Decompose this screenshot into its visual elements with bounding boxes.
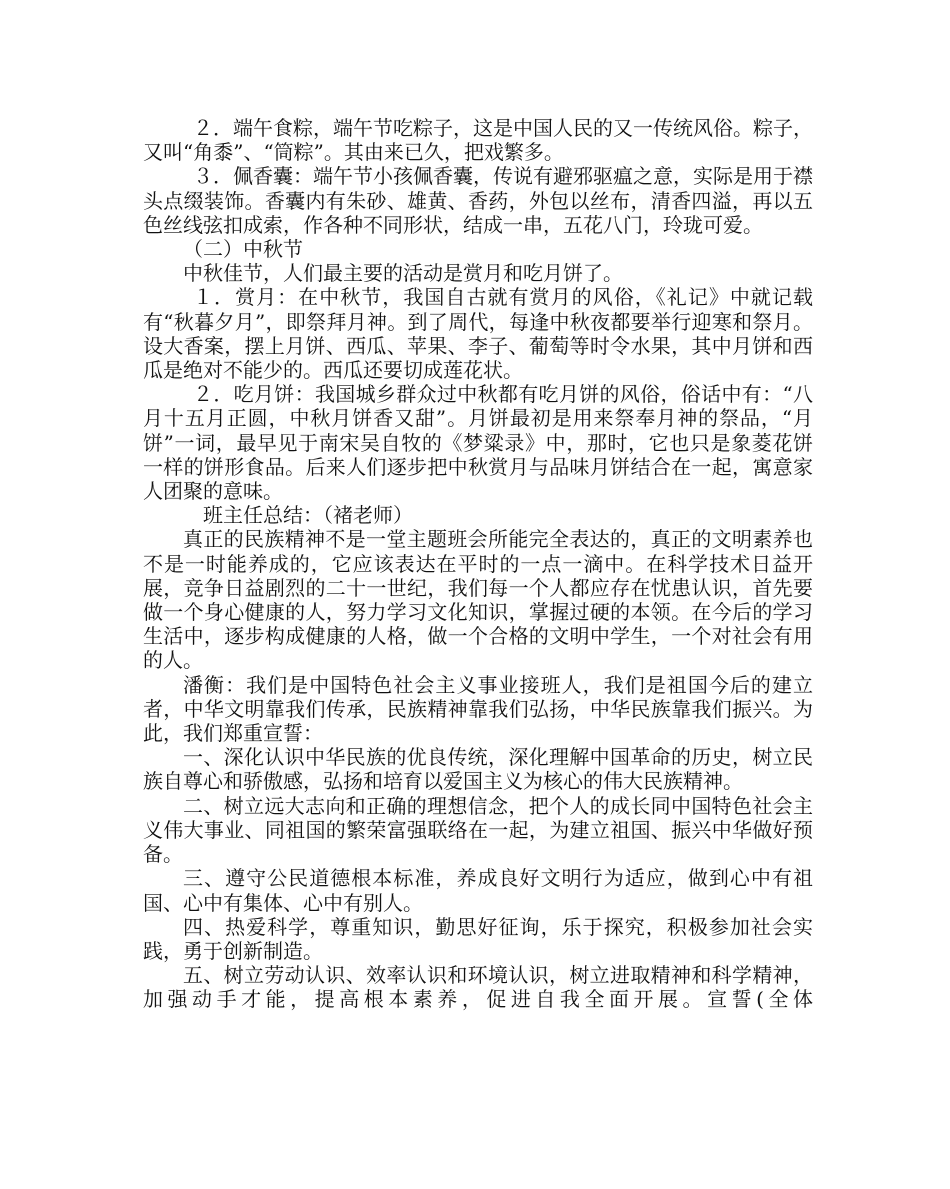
paragraph-moon-viewing: １．赏月：在中秋节，我国自古就有赏月的风俗，《礼记》中就记载有“秋暮夕月”，即祭拜月神。到了周代，每逢中秋夜都要举行迎寒和祭月。设大香案，摆上月饼、西瓜、苹果、李子、葡萄等时令水果，其中月饼和西瓜是绝对不能少的。西瓜还要切成莲花状。 [143, 285, 813, 383]
heading-teacher-summary: 班主任总结：（褚老师） [203, 503, 413, 528]
oath-item-5: 五、树立劳动认识、效率认识和环境认识，树立进取精神和科学精神，加强动手才能，提高根本素养，促进自我全面开展。宣誓(全体 [143, 963, 813, 1012]
paragraph-pan-heng: 潘衡：我们是中国特色社会主义事业接班人，我们是祖国今后的建立者，中华文明靠我们传承，民族精神靠我们弘扬，中华民族靠我们振兴。为此，我们郑重宣誓： [143, 672, 813, 746]
oath-item-1: 一、深化认识中华民族的优良传统，深化理解中国革命的历史，树立民族自尊心和骄傲感，弘扬和培育以爱国主义为核心的伟大民族精神。 [143, 745, 813, 794]
oath-item-4: 四、热爱科学，尊重知识，勤思好征询，乐于探究，积极参加社会实践，勇于创新制造。 [143, 914, 813, 963]
paragraph-mid-autumn-intro: 中秋佳节，人们最主要的活动是赏月和吃月饼了。 [183, 261, 623, 286]
paragraph-teacher-summary: 真正的民族精神不是一堂主题班会所能完全表达的，真正的文明素养也不是一时能养成的，它应该表达在平时的一点一滴中。在科学技术日益开展，竞争日益剧烈的二十一世纪，我们每一个人都应存在忧患认识，首先要做一个身心健康的人，努力学习文化知识，掌握过硬的本领。在今后的学习生活中，逐步构成健康的人格，做一个合格的文明中学生，一个对社会有用的人。 [143, 527, 813, 673]
paragraph-dragon-boat-zongzi: ２．端午食粽，端午节吃粽子，这是中国人民的又一传统风俗。粽子，又叫“角黍”、“筒粽”。其由来已久，把戏繁多。 [143, 116, 813, 165]
section-heading-mid-autumn: （二）中秋节 [183, 237, 303, 262]
oath-item-2: 二、树立远大志向和正确的理想信念，把个人的成长同中国特色社会主义伟大事业、同祖国的繁荣富强联络在一起，为建立祖国、振兴中华做好预备。 [143, 793, 813, 867]
document-body [143, 116, 813, 1012]
paragraph-mooncake: ２．吃月饼：我国城乡群众过中秋都有吃月饼的风俗，俗话中有：“八月十五月正圆，中秋月饼香又甜”。月饼最初是用来祭奉月神的祭品，“月饼”一词，最早见于南宋吴自牧的《梦粱录》中，那时，它也只是象菱花饼一样的饼形食品。后来人们逐步把中秋赏月与品味月饼结合在一起，寓意家人团聚的意味。 [143, 382, 813, 504]
paragraph-dragon-boat-sachet: ３．佩香囊：端午节小孩佩香囊，传说有避邪驱瘟之意，实际是用于襟头点缀装饰。香囊内有朱砂、雄黄、香药，外包以丝布，清香四溢，再以五色丝线弦扣成索，作各种不同形状，结成一串，五花八门，玲珑可爱。 [143, 164, 813, 237]
oath-item-3: 三、遵守公民道德根本标准，养成良好文明行为适应，做到心中有祖国、心中有集体、心中有别人。 [143, 866, 813, 915]
